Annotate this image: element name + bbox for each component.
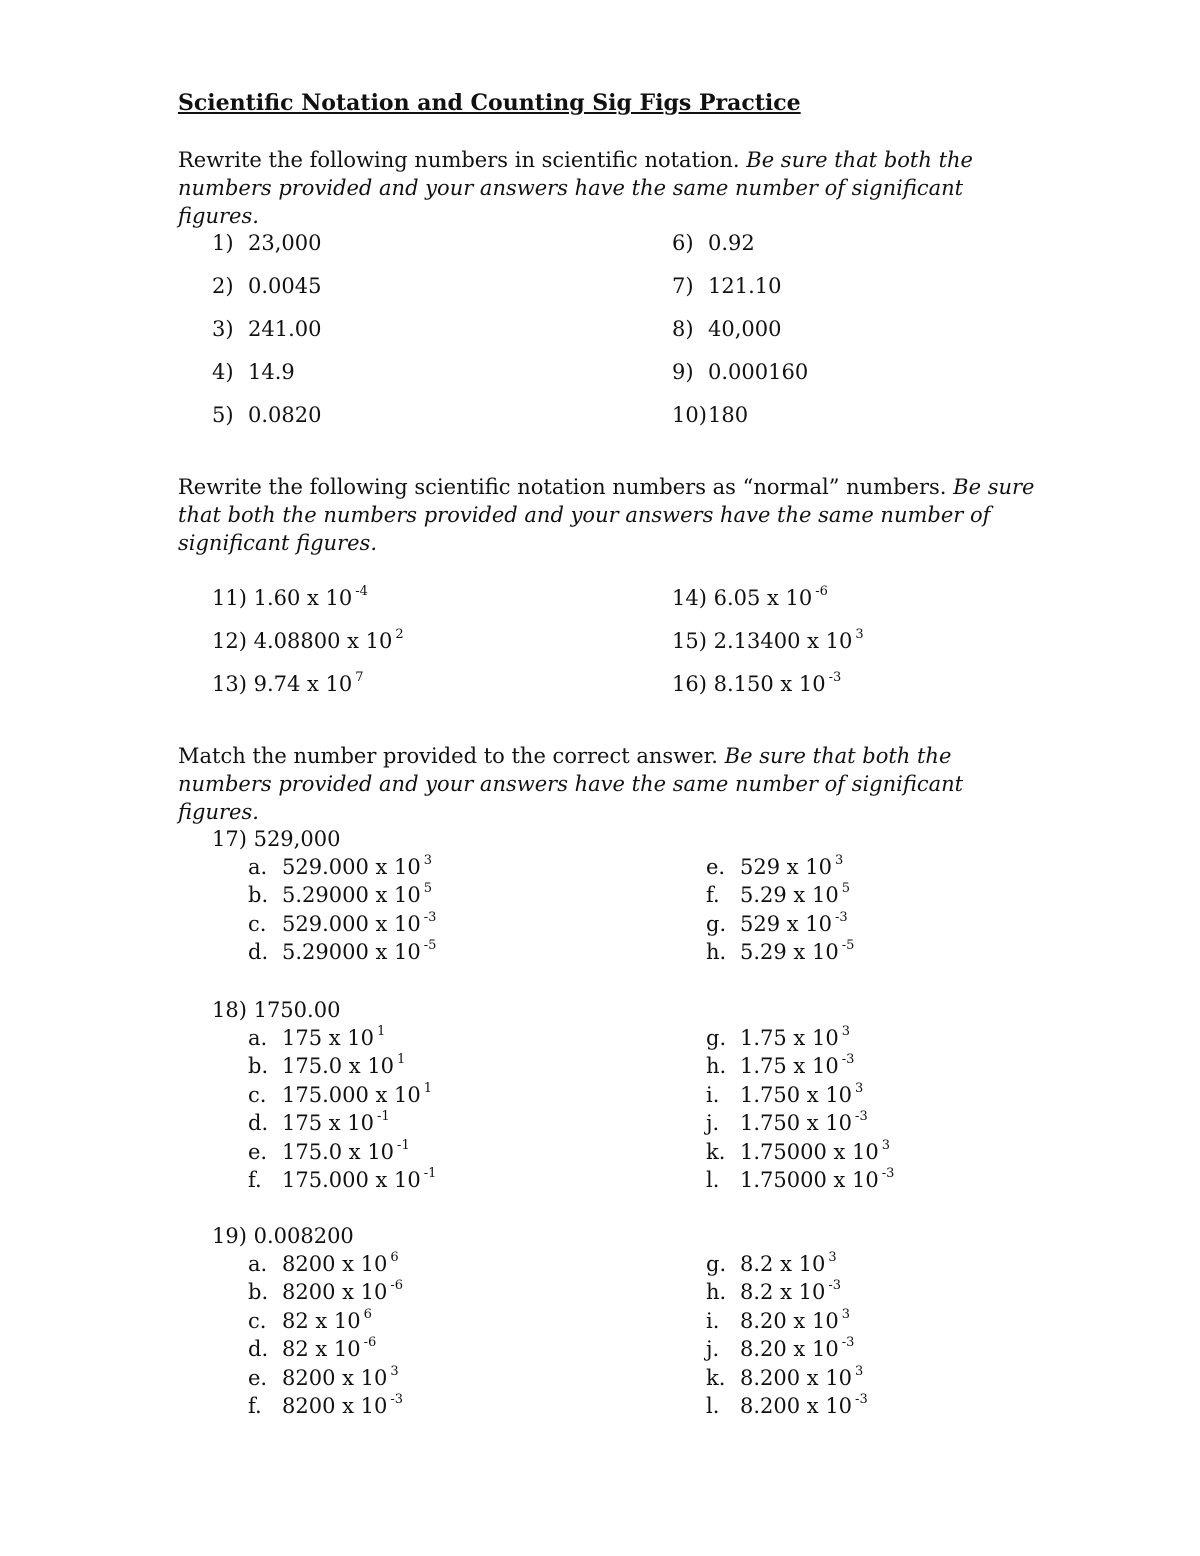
answer-option: [248, 1080, 433, 1107]
option-value: 8.200 x 10: [740, 1365, 853, 1390]
question-value: 1.60 x 10: [253, 586, 353, 610]
option-value: 8.20 x 10: [740, 1337, 839, 1362]
question-value: 14.9: [248, 360, 295, 384]
exponent: -4: [355, 584, 368, 599]
option-letter: i.: [706, 1082, 720, 1107]
answer-option: [706, 1026, 850, 1050]
section2-instruction: [178, 473, 1038, 557]
option-letter: k.: [706, 1365, 726, 1390]
option-letter: a.: [248, 1252, 268, 1276]
exponent: 3: [841, 1024, 850, 1039]
question-number: 14): [672, 586, 714, 610]
option-value: 529.000 x 10: [282, 911, 421, 936]
option-letter: k.: [706, 1139, 726, 1164]
option-value: 175 x 10: [282, 1111, 374, 1136]
option-letter: c.: [248, 1308, 267, 1333]
option-value: 82 x 10: [282, 1308, 361, 1333]
option-letter: l.: [706, 1394, 720, 1418]
answer-option: [706, 1054, 854, 1078]
answer-option: [248, 1054, 405, 1078]
exponent: 6: [363, 1306, 372, 1322]
option-letter: h.: [706, 1054, 727, 1079]
question-item: [672, 629, 864, 653]
question-number: 1): [212, 231, 234, 255]
exponent: -3: [828, 670, 842, 685]
answer-option: [706, 1306, 850, 1333]
option-letter: g.: [706, 911, 727, 936]
option-letter: f.: [248, 1394, 262, 1418]
option-letter: d.: [248, 1337, 269, 1362]
exponent: 3: [835, 853, 844, 868]
question-number: 6): [672, 231, 694, 255]
exponent: -1: [423, 1166, 437, 1181]
option-value: 529 x 10: [740, 855, 832, 879]
section3-instruction-text: Match the number provided to the correct answer.: [178, 744, 718, 768]
section1-emphasis: Be sure that both the numbers provided and your answers have the same number of significant figures.: [178, 148, 973, 228]
exponent: 3: [841, 1306, 850, 1322]
question-item: [212, 274, 321, 298]
option-value: 175.0 x 10: [282, 1139, 395, 1164]
answer-option: [248, 1252, 399, 1276]
answer-option: [706, 883, 850, 907]
answer-option: [706, 1137, 891, 1164]
option-value: 8200 x 10: [282, 1394, 388, 1418]
exponent: 1: [397, 1052, 406, 1068]
question-number: 8): [672, 317, 694, 341]
exponent: 3: [423, 853, 433, 868]
exponent: -3: [841, 1335, 855, 1351]
option-letter: d.: [248, 1111, 269, 1136]
exponent: -3: [841, 1052, 855, 1068]
answer-option: [248, 1111, 390, 1135]
answer-option: [248, 1394, 403, 1418]
answer-option: [248, 1306, 372, 1333]
option-letter: g.: [706, 1252, 727, 1276]
option-value: 1.750 x 10: [740, 1082, 853, 1107]
section2-instruction-text: Rewrite the following scientific notation numbers as “normal” numbers.: [178, 475, 947, 499]
option-value: 8200 x 10: [282, 1365, 388, 1390]
answer-option: [248, 1168, 436, 1192]
exponent: -5: [841, 938, 855, 954]
option-value: 1.75 x 10: [740, 1054, 839, 1079]
question-item: [212, 403, 321, 427]
section1-instruction-text: Rewrite the following numbers in scientific notation.: [178, 148, 740, 172]
answer-option: [706, 1111, 868, 1135]
question-item: [672, 317, 781, 341]
exponent: -3: [855, 1392, 868, 1407]
question-item: [212, 360, 295, 384]
answer-option: [706, 1252, 837, 1276]
exponent: -3: [835, 909, 848, 925]
option-value: 5.29000 x 10: [282, 883, 421, 908]
option-letter: e.: [248, 1139, 268, 1164]
exponent: -6: [815, 584, 828, 599]
question-item: [672, 231, 755, 255]
exponent: 3: [855, 1080, 864, 1096]
question-number: 12): [212, 629, 254, 653]
question-value: 6.05 x 10: [713, 586, 813, 610]
question-value: 0.0045: [248, 274, 322, 298]
exponent: -3: [828, 1278, 841, 1294]
question-number: 10): [672, 403, 707, 427]
exponent: 7: [355, 670, 364, 685]
answer-option: [248, 940, 436, 964]
question-value: 4.08800 x 10: [253, 629, 393, 653]
question-value: 23,000: [248, 231, 322, 255]
question-item: [212, 586, 368, 610]
answer-option: [706, 1168, 894, 1192]
answer-option: [706, 909, 848, 936]
exponent: 1: [423, 1080, 433, 1096]
question-item: [212, 317, 321, 341]
question-value: 180: [708, 403, 749, 427]
option-value: 8200 x 10: [282, 1280, 388, 1305]
answer-option: [248, 1137, 410, 1164]
option-value: 8.200 x 10: [740, 1394, 853, 1418]
question-value: 241.00: [248, 317, 322, 341]
question-number: 2): [212, 274, 234, 298]
question-number: 9): [672, 360, 694, 384]
answer-option: [706, 1080, 864, 1107]
option-value: 1.75 x 10: [740, 1026, 839, 1050]
option-value: 8.20 x 10: [740, 1308, 839, 1333]
option-value: 82 x 10: [282, 1337, 361, 1362]
option-value: 175.000 x 10: [282, 1168, 421, 1192]
answer-option: [248, 883, 432, 907]
answer-option: [706, 1337, 854, 1361]
option-letter: j.: [706, 1111, 720, 1136]
question-value: 0.92: [708, 231, 755, 255]
option-letter: j.: [706, 1337, 720, 1362]
question-number: 4): [212, 360, 234, 384]
option-letter: b.: [248, 883, 269, 908]
option-value: 8.2 x 10: [740, 1280, 826, 1305]
option-value: 1.75000 x 10: [740, 1139, 879, 1164]
question-number: 16): [672, 672, 714, 696]
exponent: -1: [397, 1137, 410, 1153]
exponent: 3: [390, 1363, 399, 1379]
option-value: 529.000 x 10: [282, 855, 421, 879]
answer-option: [248, 855, 432, 879]
section3-emphasis: Be sure that both the numbers provided and your answers have the same number of significant figures.: [178, 744, 964, 824]
option-letter: e.: [248, 1365, 268, 1390]
question-value: 2.13400 x 10: [713, 629, 853, 653]
question-value: 40,000: [708, 317, 782, 341]
section2-emphasis: Be sure that both the numbers provided and your answers have the same number of significant figures.: [178, 475, 1035, 555]
exponent: 5: [423, 881, 433, 897]
question-number: 7): [672, 274, 694, 298]
question-item: [672, 672, 841, 696]
question-value: 9.74 x 10: [253, 672, 353, 696]
option-value: 175 x 10: [282, 1026, 374, 1050]
exponent: -3: [881, 1166, 895, 1181]
option-value: 5.29 x 10: [740, 940, 839, 965]
option-letter: c.: [248, 1082, 267, 1107]
section1-instruction: [178, 146, 1038, 230]
question-value: 121.10: [708, 274, 782, 298]
match-question-label: 17) 529,000: [212, 827, 341, 851]
option-value: 8.2 x 10: [740, 1252, 826, 1276]
option-value: 1.75000 x 10: [740, 1168, 879, 1192]
question-number: 5): [212, 403, 234, 427]
exponent: -3: [390, 1392, 404, 1407]
question-item: [212, 672, 364, 696]
option-letter: h.: [706, 1280, 727, 1305]
question-item: [672, 586, 828, 610]
exponent: -3: [855, 1109, 868, 1125]
option-letter: h.: [706, 940, 727, 965]
question-number: 3): [212, 317, 234, 341]
answer-option: [706, 1363, 864, 1390]
exponent: -3: [423, 909, 437, 925]
answer-option: [248, 1337, 376, 1361]
question-item: [212, 231, 321, 255]
exponent: 5: [841, 881, 850, 897]
answer-option: [706, 1394, 868, 1418]
match-question-label: 19) 0.008200: [212, 1224, 354, 1248]
exponent: 3: [828, 1250, 837, 1265]
option-letter: l.: [706, 1168, 720, 1192]
exponent: -6: [363, 1335, 377, 1351]
question-item: [672, 403, 748, 427]
question-number: 11): [212, 586, 254, 610]
option-letter: b.: [248, 1280, 269, 1305]
option-letter: c.: [248, 911, 267, 936]
option-value: 5.29 x 10: [740, 883, 839, 908]
option-value: 175.0 x 10: [282, 1054, 395, 1079]
question-value: 8.150 x 10: [713, 672, 826, 696]
page-title: Scientific Notation and Counting Sig Figs Practice: [178, 90, 801, 116]
exponent: 3: [881, 1137, 891, 1153]
option-letter: a.: [248, 1026, 268, 1050]
option-letter: e.: [706, 855, 726, 879]
question-item: [212, 629, 404, 653]
option-letter: b.: [248, 1054, 269, 1079]
answer-option: [706, 855, 843, 879]
option-value: 1.750 x 10: [740, 1111, 853, 1136]
answer-option: [248, 1280, 403, 1304]
option-letter: f.: [706, 883, 720, 908]
answer-option: [706, 1280, 841, 1304]
option-letter: g.: [706, 1026, 727, 1050]
option-value: 8200 x 10: [282, 1252, 388, 1276]
question-number: 15): [672, 629, 714, 653]
answer-option: [248, 1363, 399, 1390]
question-item: [672, 274, 781, 298]
answer-option: [706, 940, 854, 964]
answer-option: [248, 909, 437, 936]
option-letter: f.: [248, 1168, 262, 1192]
option-value: 5.29000 x 10: [282, 940, 421, 965]
exponent: 3: [855, 1363, 864, 1379]
question-value: 0.000160: [708, 360, 809, 384]
exponent: 3: [855, 627, 864, 642]
option-value: 529 x 10: [740, 911, 832, 936]
option-letter: a.: [248, 855, 268, 879]
question-number: 13): [212, 672, 254, 696]
exponent: 2: [395, 627, 404, 642]
question-item: [672, 360, 808, 384]
answer-option: [248, 1026, 385, 1050]
exponent: 6: [390, 1250, 399, 1265]
option-letter: i.: [706, 1308, 720, 1333]
exponent: 1: [377, 1024, 386, 1039]
question-value: 0.0820: [248, 403, 322, 427]
exponent: -6: [390, 1278, 404, 1294]
option-letter: d.: [248, 940, 269, 965]
section3-instruction: [178, 742, 1038, 826]
match-question-label: 18) 1750.00: [212, 998, 341, 1022]
exponent: -5: [423, 938, 437, 954]
exponent: -1: [377, 1109, 390, 1125]
option-value: 175.000 x 10: [282, 1082, 421, 1107]
